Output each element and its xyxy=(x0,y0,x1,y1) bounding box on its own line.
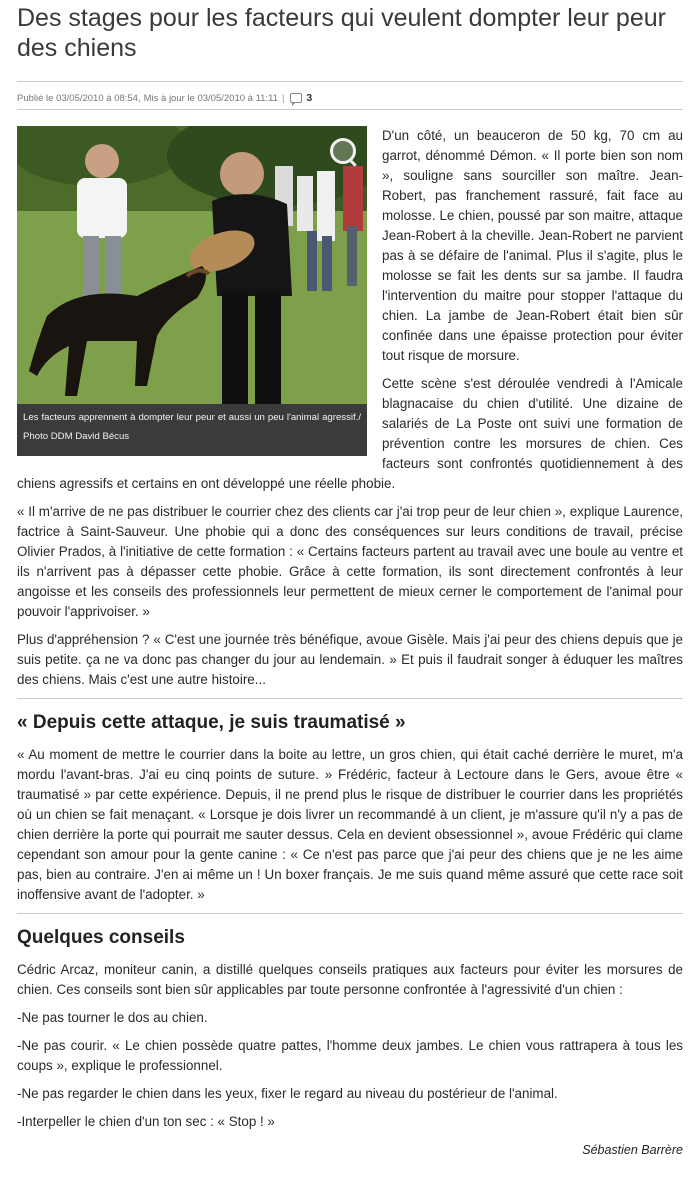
advice-item: -Ne pas tourner le dos au chien. xyxy=(17,1010,208,1025)
section-heading: Quelques conseils xyxy=(17,913,683,960)
article-title: Des stages pour les facteurs qui veulent dompter leur peur des chiens xyxy=(17,4,666,62)
advice-item: -Ne pas courir. « Le chien possède quatre pattes, l'homme deux jambes. Le chien vous rattrapera à tous les coups », explique le professionnel. xyxy=(17,1038,683,1073)
article-meta xyxy=(17,81,683,110)
paragraph: D'un côté, un beauceron de 50 kg, 70 cm au garrot, dénommé Démon. « Il porte bien son nom », souligne sans sourciller son maître. Jean-Robert, pas franchement rassuré, fait face au molosse. Le chien, poussé par son maitre, attaque Jean-Robert à la cheville. Jean-Robert ne parvient pas à se défaire de l'animal. Plus il s'agite, plus le molosse se fait les dents sur sa jambe. Il faudra l'intervention du maitre pour stopper l'attaque du chien. La jambe de Jean-Robert était bien sûr confinée dans une épaisse protection pour éviter tout risque de morsure. xyxy=(382,128,683,363)
updated-date: Mis à jour le 03/05/2010 à 11:11 xyxy=(143,92,278,104)
comment-count[interactable]: 3 xyxy=(306,92,313,104)
meta-separator: | xyxy=(281,92,285,104)
advice-item: -Interpeller le chien d'un ton sec : « Stop ! » xyxy=(17,1114,275,1129)
article-photo[interactable] xyxy=(17,126,367,456)
comment-bubble-icon[interactable] xyxy=(290,93,302,103)
paragraph: Cette scène s'est déroulée vendredi à l'Amicale blagnacaise du chien d'utilité. Une dizaine de salariés de La Poste ont suivi une formation de prévention contre les morsures de chien. Ces facteurs sont confrontés quotidiennement à des chiens agressifs et certains en ont développé une réelle phobie. xyxy=(17,376,683,491)
paragraph: Plus d'appréhension ? « C'est une journée très bénéfique, avoue Gisèle. Mais j'ai peur des chiens depuis que je suis petite. ça ne va donc pas changer du jour au lendemain. » Et puis il faudrait songer à éduquer les maîtres des chiens. Mais c'est une autre histoire... xyxy=(17,632,683,687)
section-heading: « Depuis cette attaque, je suis traumatisé » xyxy=(17,698,683,745)
article-body xyxy=(17,110,683,1160)
advice-item: -Ne pas regarder le chien dans les yeux, fixer le regard au niveau du postérieur de l'animal. xyxy=(17,1086,558,1101)
published-date: Publié le 03/05/2010 à 08:54 xyxy=(17,92,138,104)
paragraph: Cédric Arcaz, moniteur canin, a distillé quelques conseils pratiques aux facteurs pour éviter les morsures de chien. Ces conseils sont bien sûr applicables par toute personne confrontée à l'agressivité d'un chien : xyxy=(17,962,683,997)
author-signature: Sébastien Barrère xyxy=(582,1143,683,1157)
magnifier-icon[interactable] xyxy=(330,138,356,164)
meta-separator: , xyxy=(137,92,141,104)
paragraph: « Il m'arrive de ne pas distribuer le courrier chez des clients car j'ai trop peur de leur chien », explique Laurence, factrice à Saint-Sauveur. Une phobie qui a donc des conséquences sur leurs conditions de travail, précise Olivier Prados, à l'initiative de cette formation : « Certains facteurs partent au travail avec une boule au ventre et ils n'arrivent pas à dépasser cette phobie. Grâce à cette formation, ils sont directement confrontés à leur angoisse et les conseils des professionnels leur permettent de mieux cerner le comportement de l'animal pour pouvoir l'apprivoiser. » xyxy=(17,504,683,619)
photo-caption: Les facteurs apprennent à dompter leur peur et aussi un peu l'animal agressif./ Photo DDM David Bécus xyxy=(17,404,367,456)
paragraph: « Au moment de mettre le courrier dans la boite au lettre, un gros chien, qui était caché derrière le muret, m'a mordu l'avant-bras. J'ai eu cinq points de suture. » Frédéric, facteur à Lectoure dans le Gers, avoue être « traumatisé » par cette expérience. Depuis, il ne prend plus le risque de distribuer le courrier dans les propriétés où un chien se fait menaçant. « Lorsque je dois livrer un recommandé à un client, je m'assure qu'il n'y a pas de chien derrière la porte qui pourrait me sauter dessus. Cela en devient obsessionnel », avoue Frédéric qui clame cependant son amour pour la gente canine : « Ce n'est pas parce que j'ai peur des chiens que je ne les aime pas, bien au contraire. J'en ai même un ! Un boxer français. Je me suis quand même assuré que cette race soit inoffensive avant de l'adopter. » xyxy=(17,747,683,902)
